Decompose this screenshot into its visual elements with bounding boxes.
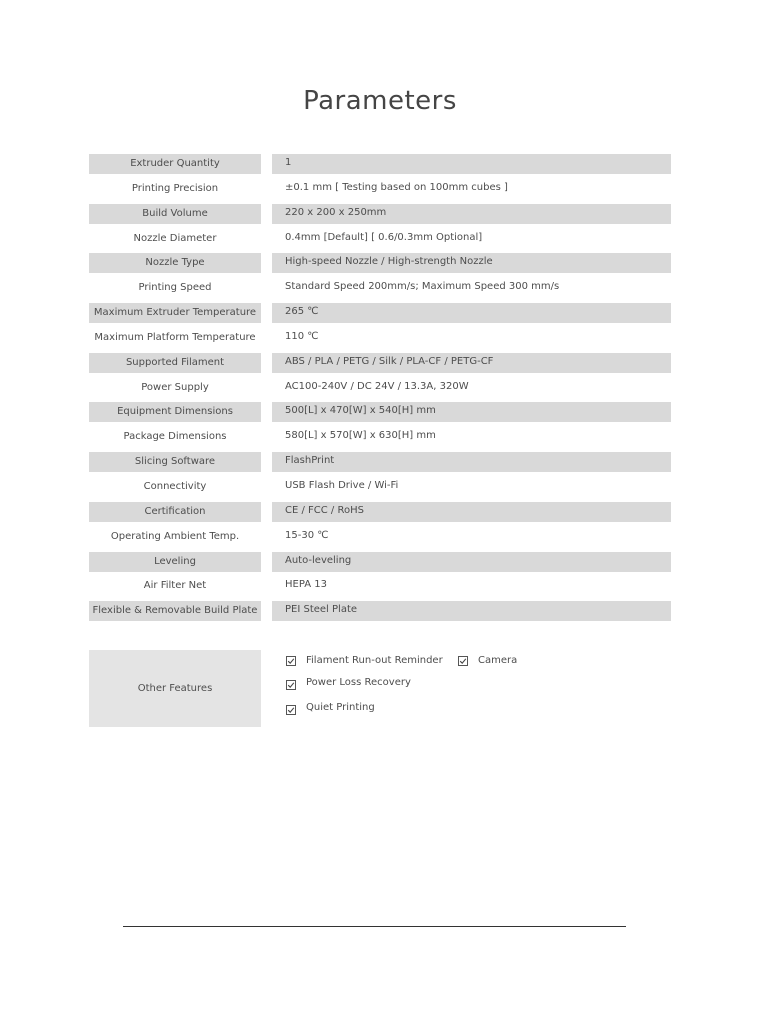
spec-label: Operating Ambient Temp. — [110, 530, 240, 542]
spec-value: 1 — [272, 154, 671, 174]
spec-row — [89, 179, 671, 199]
spec-label: Nozzle Diameter — [133, 232, 217, 244]
spec-row — [89, 427, 671, 447]
spec-row — [89, 552, 671, 572]
checkbox-checked-icon — [286, 705, 296, 715]
spec-label: Extruder Quantity — [89, 154, 261, 174]
spec-value: 265 ℃ — [272, 303, 671, 323]
spec-label: Maximum Extruder Temperature — [89, 303, 261, 323]
spec-label: Power Supply — [141, 381, 209, 393]
spec-row — [89, 253, 671, 273]
spec-label: Printing Speed — [138, 282, 212, 294]
footer-divider — [123, 926, 626, 927]
spec-row — [89, 576, 671, 596]
spec-row — [89, 154, 671, 174]
spec-label: Nozzle Type — [89, 253, 261, 273]
checkbox-checked-icon — [458, 656, 468, 666]
spec-value: 0.4mm [Default] [ 0.6/0.3mm Optional] — [285, 231, 483, 243]
spec-row — [89, 328, 671, 348]
spec-row — [89, 502, 671, 522]
spec-value: Standard Speed 200mm/s; Maximum Speed 300 mm/s — [285, 281, 560, 293]
feature-label: Filament Run-out Reminder — [306, 655, 443, 666]
spec-label: Flexible & Removable Build Plate — [89, 601, 261, 621]
spec-label: Air Filter Net — [143, 580, 207, 592]
spec-row — [89, 477, 671, 497]
checkbox-checked-icon — [286, 656, 296, 666]
feature-label: Power Loss Recovery — [306, 677, 411, 688]
spec-value: CE / FCC / RoHS — [272, 502, 671, 522]
spec-value: HEPA 13 — [285, 579, 327, 591]
checkbox-checked-icon — [286, 680, 296, 690]
spec-label: Leveling — [89, 552, 261, 572]
spec-label: Slicing Software — [89, 452, 261, 472]
spec-label: Connectivity — [143, 480, 207, 492]
spec-value: 500[L] x 470[W] x 540[H] mm — [272, 402, 671, 422]
spec-value: 110 ℃ — [285, 330, 319, 342]
spec-value: 580[L] x 570[W] x 630[H] mm — [285, 430, 436, 442]
spec-value: 220 x 200 x 250mm — [272, 204, 671, 224]
spec-value: High-speed Nozzle / High-strength Nozzle — [272, 253, 671, 273]
spec-row — [89, 378, 671, 398]
spec-label: Package Dimensions — [123, 431, 227, 443]
spec-label: Maximum Platform Temperature — [94, 331, 256, 343]
spec-row — [89, 402, 671, 422]
spec-row — [89, 452, 671, 472]
spec-row — [89, 229, 671, 249]
spec-table — [89, 154, 671, 626]
spec-row — [89, 303, 671, 323]
spec-value: 15-30 ℃ — [285, 529, 329, 541]
page-title: Parameters — [303, 86, 457, 116]
spec-label: Printing Precision — [131, 182, 219, 194]
spec-value: FlashPrint — [272, 452, 671, 472]
spec-label: Certification — [89, 502, 261, 522]
other-features-label: Other Features — [89, 650, 261, 727]
feature-label: Camera — [478, 655, 518, 666]
spec-value: Auto-leveling — [272, 552, 671, 572]
spec-row — [89, 527, 671, 547]
spec-row — [89, 601, 671, 621]
spec-row — [89, 353, 671, 373]
spec-label: Equipment Dimensions — [89, 402, 261, 422]
spec-value: AC100-240V / DC 24V / 13.3A, 320W — [285, 380, 469, 392]
spec-label: Supported Filament — [89, 353, 261, 373]
spec-label: Build Volume — [89, 204, 261, 224]
spec-value: PEI Steel Plate — [272, 601, 671, 621]
feature-label: Quiet Printing — [306, 702, 375, 713]
spec-value: ±0.1 mm [ Testing based on 100mm cubes ] — [285, 181, 508, 193]
spec-value: ABS / PLA / PETG / Silk / PLA-CF / PETG-CF — [272, 353, 671, 373]
spec-value: USB Flash Drive / Wi-Fi — [285, 479, 399, 491]
spec-row — [89, 278, 671, 298]
spec-row — [89, 204, 671, 224]
